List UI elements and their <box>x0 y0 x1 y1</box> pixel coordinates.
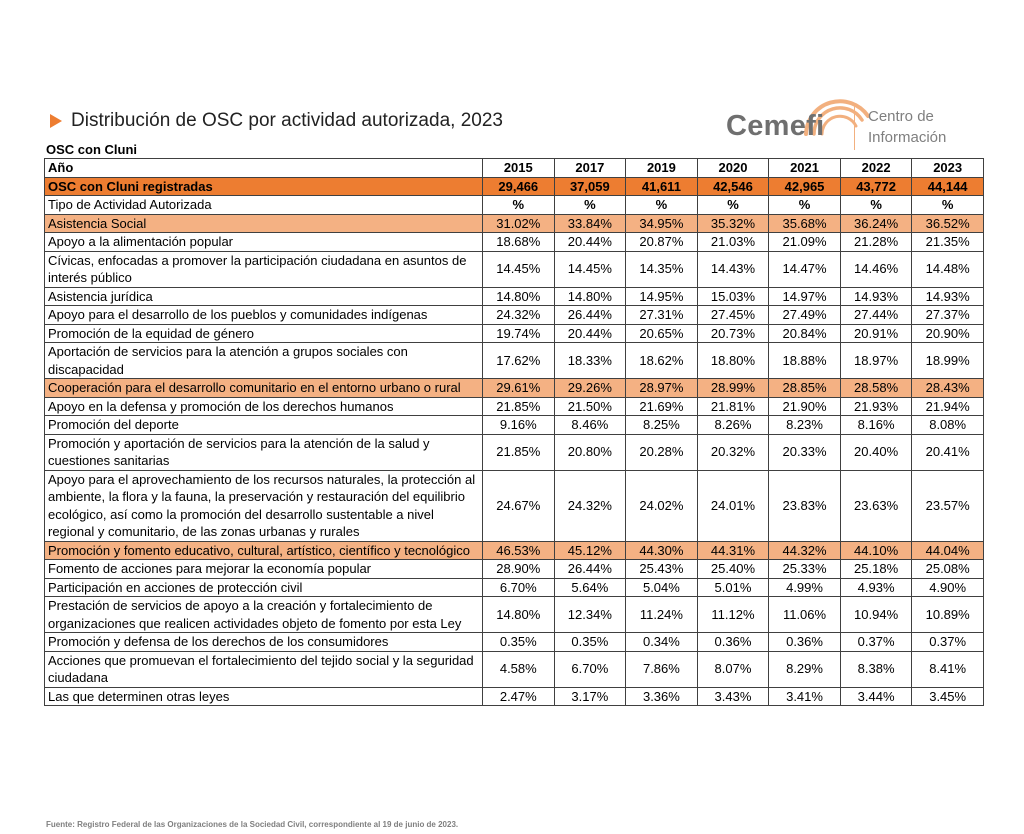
percentage-cell: 27.31% <box>626 306 698 325</box>
percentage-cell: 11.24% <box>626 597 698 633</box>
percentage-cell: 3.45% <box>912 687 984 706</box>
percentage-cell: 2.47% <box>483 687 555 706</box>
table-header-row <box>45 159 984 178</box>
activity-label: Participación en acciones de protección civil <box>45 578 483 597</box>
activity-label: Apoyo para el aprovechamiento de los recursos naturales, la protección al ambiente, la flora y la fauna, la preservación y restauración del equilibrio ecológico, así como la promoción del desarrollo sustentable a nivel regional y comunitario, de las zonas urbanas y rurales <box>45 470 483 541</box>
unit-cell: % <box>840 196 912 215</box>
percentage-cell: 0.37% <box>840 633 912 652</box>
percentage-cell: 18.80% <box>697 343 769 379</box>
activity-label: Promoción de la equidad de género <box>45 324 483 343</box>
percentage-cell: 24.02% <box>626 470 698 541</box>
percentage-cell: 8.41% <box>912 651 984 687</box>
percentage-cell: 14.47% <box>769 251 841 287</box>
table-row <box>45 541 984 560</box>
percentage-cell: 28.85% <box>769 379 841 398</box>
table-subtitle: OSC con Cluni <box>46 142 137 157</box>
percentage-cell: 14.45% <box>554 251 626 287</box>
percentage-cell: 10.94% <box>840 597 912 633</box>
percentage-cell: 21.94% <box>912 397 984 416</box>
percentage-cell: 23.63% <box>840 470 912 541</box>
unit-cell: % <box>912 196 984 215</box>
percentage-cell: 29.26% <box>554 379 626 398</box>
logo-caption-line2: Información <box>868 129 947 146</box>
percentage-cell: 36.52% <box>912 214 984 233</box>
activity-label: Promoción y fomento educativo, cultural, artístico, científico y tecnológico <box>45 541 483 560</box>
percentage-cell: 8.46% <box>554 416 626 435</box>
percentage-cell: 21.90% <box>769 397 841 416</box>
percentage-cell: 4.93% <box>840 578 912 597</box>
percentage-cell: 14.93% <box>912 287 984 306</box>
activity-label: Aportación de servicios para la atención a grupos sociales con discapacidad <box>45 343 483 379</box>
percentage-cell: 44.32% <box>769 541 841 560</box>
percentage-cell: 27.37% <box>912 306 984 325</box>
percentage-cell: 28.58% <box>840 379 912 398</box>
percentage-cell: 44.31% <box>697 541 769 560</box>
year-header: 2022 <box>840 159 912 178</box>
percentage-cell: 20.91% <box>840 324 912 343</box>
logo-divider <box>854 104 855 150</box>
percentage-cell: 14.43% <box>697 251 769 287</box>
table-row <box>45 287 984 306</box>
percentage-cell: 26.44% <box>554 306 626 325</box>
percentage-cell: 5.64% <box>554 578 626 597</box>
percentage-cell: 46.53% <box>483 541 555 560</box>
percentage-cell: 14.93% <box>840 287 912 306</box>
percentage-cell: 45.12% <box>554 541 626 560</box>
percentage-cell: 14.35% <box>626 251 698 287</box>
percentage-cell: 21.85% <box>483 434 555 470</box>
percentage-cell: 8.08% <box>912 416 984 435</box>
percentage-cell: 0.37% <box>912 633 984 652</box>
unit-cell: % <box>483 196 555 215</box>
percentage-cell: 31.02% <box>483 214 555 233</box>
table-row <box>45 416 984 435</box>
percentage-cell: 21.93% <box>840 397 912 416</box>
percentage-cell: 20.80% <box>554 434 626 470</box>
percentage-cell: 6.70% <box>554 651 626 687</box>
page-title: Distribución de OSC por actividad autorizada, 2023 <box>71 110 503 131</box>
percentage-cell: 14.46% <box>840 251 912 287</box>
percentage-cell: 21.69% <box>626 397 698 416</box>
percentage-cell: 8.25% <box>626 416 698 435</box>
percentage-cell: 4.58% <box>483 651 555 687</box>
table-row <box>45 306 984 325</box>
percentage-cell: 24.67% <box>483 470 555 541</box>
table-row <box>45 633 984 652</box>
table-row <box>45 397 984 416</box>
percentage-cell: 8.16% <box>840 416 912 435</box>
year-header: 2023 <box>912 159 984 178</box>
table-row <box>45 578 984 597</box>
percentage-cell: 11.12% <box>697 597 769 633</box>
table-row <box>45 687 984 706</box>
percentage-cell: 21.50% <box>554 397 626 416</box>
registered-value: 41,611 <box>626 177 698 196</box>
source-footnote: Fuente: Registro Federal de las Organizaciones de la Sociedad Civil, correspondiente al 19 de junio de 2023. <box>46 820 459 829</box>
table-row <box>45 379 984 398</box>
activity-label: Prestación de servicios de apoyo a la creación y fortalecimiento de organizaciones que realicen actividades objeto de fomento por esta Ley <box>45 597 483 633</box>
percentage-cell: 8.23% <box>769 416 841 435</box>
logo-caption-line1: Centro de <box>868 108 934 125</box>
percentage-cell: 29.61% <box>483 379 555 398</box>
percentage-cell: 8.07% <box>697 651 769 687</box>
percentage-cell: 24.01% <box>697 470 769 541</box>
percentage-cell: 3.17% <box>554 687 626 706</box>
percentage-cell: 21.28% <box>840 233 912 252</box>
activity-label: Acciones que promuevan el fortalecimiento del tejido social y la seguridad ciudadana <box>45 651 483 687</box>
percentage-cell: 25.08% <box>912 560 984 579</box>
percentage-cell: 24.32% <box>554 470 626 541</box>
activity-table <box>44 158 984 706</box>
percentage-cell: 5.04% <box>626 578 698 597</box>
percentage-cell: 0.35% <box>554 633 626 652</box>
percentage-cell: 21.35% <box>912 233 984 252</box>
percentage-cell: 25.33% <box>769 560 841 579</box>
percentage-cell: 4.99% <box>769 578 841 597</box>
percentage-cell: 25.18% <box>840 560 912 579</box>
percentage-cell: 14.80% <box>554 287 626 306</box>
percentage-cell: 27.49% <box>769 306 841 325</box>
percentage-cell: 3.41% <box>769 687 841 706</box>
activity-label: Apoyo en la defensa y promoción de los derechos humanos <box>45 397 483 416</box>
logo-caption <box>868 106 946 148</box>
percentage-cell: 27.44% <box>840 306 912 325</box>
year-header: 2021 <box>769 159 841 178</box>
table-row <box>45 560 984 579</box>
percentage-cell: 28.97% <box>626 379 698 398</box>
percentage-cell: 12.34% <box>554 597 626 633</box>
percentage-cell: 21.03% <box>697 233 769 252</box>
percentage-cell: 21.85% <box>483 397 555 416</box>
percentage-cell: 0.34% <box>626 633 698 652</box>
year-header: 2020 <box>697 159 769 178</box>
percentage-cell: 20.90% <box>912 324 984 343</box>
percentage-cell: 21.09% <box>769 233 841 252</box>
table-row <box>45 251 984 287</box>
percentage-cell: 34.95% <box>626 214 698 233</box>
table-row <box>45 233 984 252</box>
percentage-cell: 8.38% <box>840 651 912 687</box>
percentage-cell: 20.28% <box>626 434 698 470</box>
unit-cell: % <box>554 196 626 215</box>
registered-value: 44,144 <box>912 177 984 196</box>
percentage-cell: 8.29% <box>769 651 841 687</box>
percentage-cell: 14.95% <box>626 287 698 306</box>
percentage-cell: 5.01% <box>697 578 769 597</box>
percentage-cell: 7.86% <box>626 651 698 687</box>
percentage-cell: 4.90% <box>912 578 984 597</box>
activity-label: Promoción del deporte <box>45 416 483 435</box>
activity-label: Asistencia jurídica <box>45 287 483 306</box>
percentage-cell: 18.68% <box>483 233 555 252</box>
percentage-cell: 14.45% <box>483 251 555 287</box>
table-row <box>45 597 984 633</box>
registered-row <box>45 177 984 196</box>
percentage-cell: 27.45% <box>697 306 769 325</box>
table-row <box>45 470 984 541</box>
percentage-cell: 9.16% <box>483 416 555 435</box>
percentage-cell: 20.65% <box>626 324 698 343</box>
percentage-cell: 3.36% <box>626 687 698 706</box>
table-row <box>45 434 984 470</box>
percentage-cell: 0.36% <box>697 633 769 652</box>
percentage-cell: 0.36% <box>769 633 841 652</box>
year-header: 2015 <box>483 159 555 178</box>
activity-label: Apoyo a la alimentación popular <box>45 233 483 252</box>
percentage-cell: 35.32% <box>697 214 769 233</box>
cemefi-logo <box>726 74 956 154</box>
activity-label: Cooperación para el desarrollo comunitario en el entorno urbano o rural <box>45 379 483 398</box>
percentage-cell: 44.30% <box>626 541 698 560</box>
percentage-cell: 15.03% <box>697 287 769 306</box>
percentage-cell: 25.40% <box>697 560 769 579</box>
unit-cell: % <box>697 196 769 215</box>
registered-value: 42,965 <box>769 177 841 196</box>
percentage-cell: 18.88% <box>769 343 841 379</box>
activity-label: Asistencia Social <box>45 214 483 233</box>
percentage-cell: 21.81% <box>697 397 769 416</box>
percentage-cell: 18.97% <box>840 343 912 379</box>
percentage-cell: 36.24% <box>840 214 912 233</box>
percentage-cell: 35.68% <box>769 214 841 233</box>
percentage-cell: 20.44% <box>554 324 626 343</box>
activity-type-row <box>45 196 984 215</box>
percentage-cell: 8.26% <box>697 416 769 435</box>
percentage-cell: 18.62% <box>626 343 698 379</box>
percentage-cell: 20.84% <box>769 324 841 343</box>
percentage-cell: 3.44% <box>840 687 912 706</box>
logo-wordmark: Cemefi <box>726 110 825 142</box>
percentage-cell: 20.87% <box>626 233 698 252</box>
table-row <box>45 324 984 343</box>
percentage-cell: 18.33% <box>554 343 626 379</box>
percentage-cell: 20.32% <box>697 434 769 470</box>
percentage-cell: 3.43% <box>697 687 769 706</box>
percentage-cell: 17.62% <box>483 343 555 379</box>
year-header: 2017 <box>554 159 626 178</box>
activity-label: Promoción y aportación de servicios para la atención de la salud y cuestiones sanitarias <box>45 434 483 470</box>
registered-value: 29,466 <box>483 177 555 196</box>
percentage-cell: 11.06% <box>769 597 841 633</box>
activity-label: Apoyo para el desarrollo de los pueblos y comunidades indígenas <box>45 306 483 325</box>
percentage-cell: 23.83% <box>769 470 841 541</box>
unit-cell: % <box>769 196 841 215</box>
percentage-cell: 20.33% <box>769 434 841 470</box>
activity-label: Cívicas, enfocadas a promover la participación ciudadana en asuntos de interés público <box>45 251 483 287</box>
percentage-cell: 24.32% <box>483 306 555 325</box>
percentage-cell: 28.99% <box>697 379 769 398</box>
percentage-cell: 20.44% <box>554 233 626 252</box>
percentage-cell: 25.43% <box>626 560 698 579</box>
percentage-cell: 23.57% <box>912 470 984 541</box>
percentage-cell: 20.41% <box>912 434 984 470</box>
unit-cell: % <box>626 196 698 215</box>
header-year-label: Año <box>45 159 483 178</box>
activity-label: Promoción y defensa de los derechos de los consumidores <box>45 633 483 652</box>
percentage-cell: 14.80% <box>483 287 555 306</box>
percentage-cell: 44.10% <box>840 541 912 560</box>
percentage-cell: 20.73% <box>697 324 769 343</box>
percentage-cell: 14.97% <box>769 287 841 306</box>
table-row <box>45 651 984 687</box>
percentage-cell: 28.43% <box>912 379 984 398</box>
percentage-cell: 14.80% <box>483 597 555 633</box>
arrow-right-icon <box>50 114 62 128</box>
percentage-cell: 10.89% <box>912 597 984 633</box>
activity-label: Las que determinen otras leyes <box>45 687 483 706</box>
percentage-cell: 26.44% <box>554 560 626 579</box>
table-row <box>45 343 984 379</box>
percentage-cell: 44.04% <box>912 541 984 560</box>
activity-label: Fomento de acciones para mejorar la economía popular <box>45 560 483 579</box>
percentage-cell: 33.84% <box>554 214 626 233</box>
registered-value: 37,059 <box>554 177 626 196</box>
activity-type-label: Tipo de Actividad Autorizada <box>45 196 483 215</box>
year-header: 2019 <box>626 159 698 178</box>
percentage-cell: 0.35% <box>483 633 555 652</box>
percentage-cell: 20.40% <box>840 434 912 470</box>
percentage-cell: 18.99% <box>912 343 984 379</box>
percentage-cell: 14.48% <box>912 251 984 287</box>
page-title-row <box>50 110 503 132</box>
registered-label: OSC con Cluni registradas <box>45 177 483 196</box>
table-row <box>45 214 984 233</box>
percentage-cell: 6.70% <box>483 578 555 597</box>
percentage-cell: 19.74% <box>483 324 555 343</box>
registered-value: 43,772 <box>840 177 912 196</box>
percentage-cell: 28.90% <box>483 560 555 579</box>
registered-value: 42,546 <box>697 177 769 196</box>
